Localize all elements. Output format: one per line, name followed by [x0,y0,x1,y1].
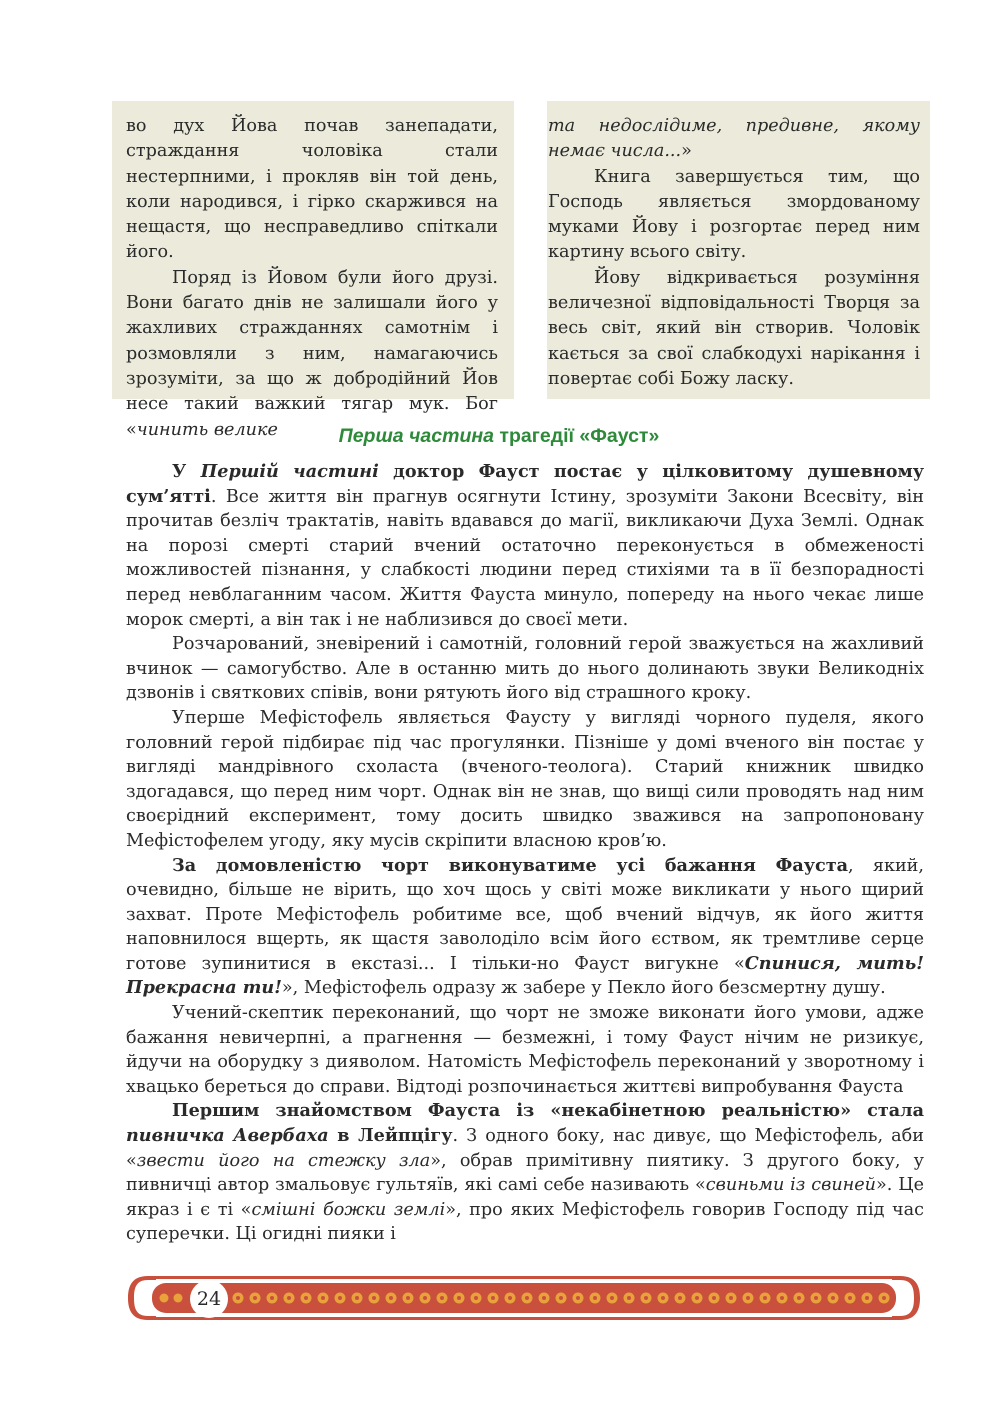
ornament-motif-center [848,1296,852,1300]
ornament-motif-center [355,1296,359,1300]
ornament-motif-center [440,1296,444,1300]
body-paragraph [126,854,924,1002]
ornament-motif-center [559,1296,563,1300]
text-run: Першим знайомством Фауста із «некабінетною реальністю» стала [172,1100,924,1122]
ornament-motif-center [270,1296,274,1300]
ornament-motif-center [610,1296,614,1300]
body-paragraph [126,706,924,854]
text-run: . Все життя він прагнув осягнути Істину, зрозуміти Закони Всесвіту, він прочитав безліч трактатів, навіть вдавався до магії, викликаючи Духа Землі. Однак на порозі смерті старий вчений остаточно переконується в обмеженості можливостей пізнання, у слабкості людини перед стихіями та в її безпорадності перед невблаганним часом. Життя Фауста минуло, попереду на нього чекає лише морок смерті, а він так і не наблизився до своєї мети. [126,486,924,630]
ornament-motif-center [423,1296,427,1300]
body-paragraph [126,460,924,632]
section-heading: Перша частина трагедії «Фауст» [338,425,660,447]
ornament-motif-center [338,1296,342,1300]
box-paragraph: во дух Йова почав занепадати, страждання чоловіка стали нестерпними, і прокляв він той день, коли народився, і гірко скаржився на нещастя, що несправедливо спіткали його. [126,116,498,263]
text-run: ». Це якраз і є ті « [126,1175,924,1220]
ornament-motif-center [253,1296,257,1300]
ornament-motif-center [321,1296,325,1300]
box-paragraph: Книга завершується тим, що Господь являється змордованому муками Йову і розгортає перед ним картину всього світу. [548,166,920,263]
ornament-motif-center [542,1296,546,1300]
ornament-motif-center [474,1296,478,1300]
text-run: пивничка Авербаха [126,1125,329,1147]
text-run: », Мефістофель одразу ж забере у Пекло його безсмертну душу. [281,978,886,999]
ornament-motif-center [525,1296,529,1300]
ornament-motif-center [389,1296,393,1300]
ornament-motif-center [865,1296,869,1300]
ornament-motif-center [406,1296,410,1300]
ornament-motif-center [695,1296,699,1300]
ornament-motif-center [457,1296,461,1300]
page-footer-ornament [126,1272,922,1324]
box-right-column [548,114,920,392]
body-paragraph [126,632,924,706]
ornament-motif-center [729,1296,733,1300]
ornament-motif [174,1294,183,1303]
box-paragraph: Поряд із Йовом були його друзі. Вони багато днів не залишали його у жахливих стражданнях самотнім і розмовляли з ним, намагаючись зрозуміти, за що ж добродійний Йов несе такий важкий тягар мук. Бог «чинить велике [126,267,498,440]
text-run: За домовленістю чорт виконуватиме усі бажання Фауста [172,854,849,876]
text-run: Розчарований, зневірений і самотній, головний герой зважується на жахливий вчинок — самогубство. Але в останню мить до нього долинають звуки Великодніх дзвонів і святкових співів, вони рятують його від страшного кроку. [126,634,924,704]
text-run: Першій частині [200,461,379,482]
box-left-column [126,114,498,443]
ornament-motif-center [780,1296,784,1300]
ornament-motif-center [491,1296,495,1300]
ornament-motif-center [763,1296,767,1300]
text-run: смішні божки землі [251,1199,446,1220]
ornament-motif-center [644,1296,648,1300]
ornament-motif-center [236,1296,240,1300]
ornament-motif-center [831,1296,835,1300]
ornament-motif-center [661,1296,665,1300]
ornament-motif-center [678,1296,682,1300]
body-paragraph [126,1001,924,1099]
ornament-motif-center [814,1296,818,1300]
ornament-motif-center [797,1296,801,1300]
text-run: Учений-скептик переконаний, що чорт не зможе виконати його умови, адже бажання невичерпні, а прагнення — безмежні, і тому Фауст нічим не ризикує, йдучи на оборудку з дияволом. Натомість Мефістофель переконаний у зворотному і хвацько береться до справи. Відтоді розпочинається життєві випробування Фауста [126,1003,924,1097]
ornament-motif-center [508,1296,512,1300]
ornament-motif-center [882,1296,886,1300]
text-run: звести його на стежку зла [136,1150,431,1171]
text-run: Уперше Мефістофель являється Фаусту у вигляді чорного пуделя, якого головний герой підбирає під час прогулянки. Пізніше у домі вченого він постає у вигляді мандрівного схоласта (вченого-теолога). Старий книжник швидко здогадався, що перед ним чорт. Однак він не знав, що вищі сили проводять над ним своєрідний експеримент, тому досить швидко зважився на запропоновану Мефістофелем угоду, яку мусів скріпити власною кров’ю. [126,707,924,851]
text-run: в Лейпцігу [328,1125,453,1147]
ornament-motif-center [304,1296,308,1300]
main-text [126,460,924,1247]
page-number: 24 [190,1280,228,1318]
column-gutter [514,101,547,399]
text-run: доктор Фауст постає у цілковитому душевному сум’ятті [126,461,924,507]
ornament-motif-center [287,1296,291,1300]
ornament-motif [160,1294,169,1303]
text-run: Спинися, мить! Прекрасна ти! [126,952,925,999]
text-run: , який, очевидно, більше не вірить, що хоч щось у світі може викликати у нього щирий захват. Проте Мефістофель робитиме все, щоб вчений відчув, як його життя наповнилося вщерть, як щастя заволоділо всім його єством, як тремтливе серце готове зупинитися в екстазі... І тільки-но Фауст вигукне « [126,855,924,974]
text-run: У [172,461,201,482]
body-paragraph [126,1099,924,1247]
ornament-motif-center [712,1296,716,1300]
text-run: свиньми із свиней [705,1175,877,1196]
text-run: . З одного боку, нас дивує, що Мефістофель, аби « [126,1126,924,1171]
ornament-motif-center [627,1296,631,1300]
box-paragraph: Йову відкривається розуміння величезної відповідальності Творця за весь світ, який він створив. Чоловік кається за свої слабкодухі нарікання і повертає собі Божу ласку. [548,267,920,389]
text-run: », обрав примітивну пиятику. З другого боку, у пивничці автор змальовує гультяїв, які самі себе називають « [126,1150,924,1196]
ornament-motif-center [372,1296,376,1300]
ornament-motif-center [593,1296,597,1300]
text-run: », про яких Мефістофель говорив Господу під час суперечки. Ці огидні пияки і [126,1199,924,1245]
ornament-motif-center [576,1296,580,1300]
box-paragraph: та недослідиме, предивне, якому немає числа...» [548,116,920,162]
ornament-band [126,1272,922,1324]
ornament-motif-center [746,1296,750,1300]
